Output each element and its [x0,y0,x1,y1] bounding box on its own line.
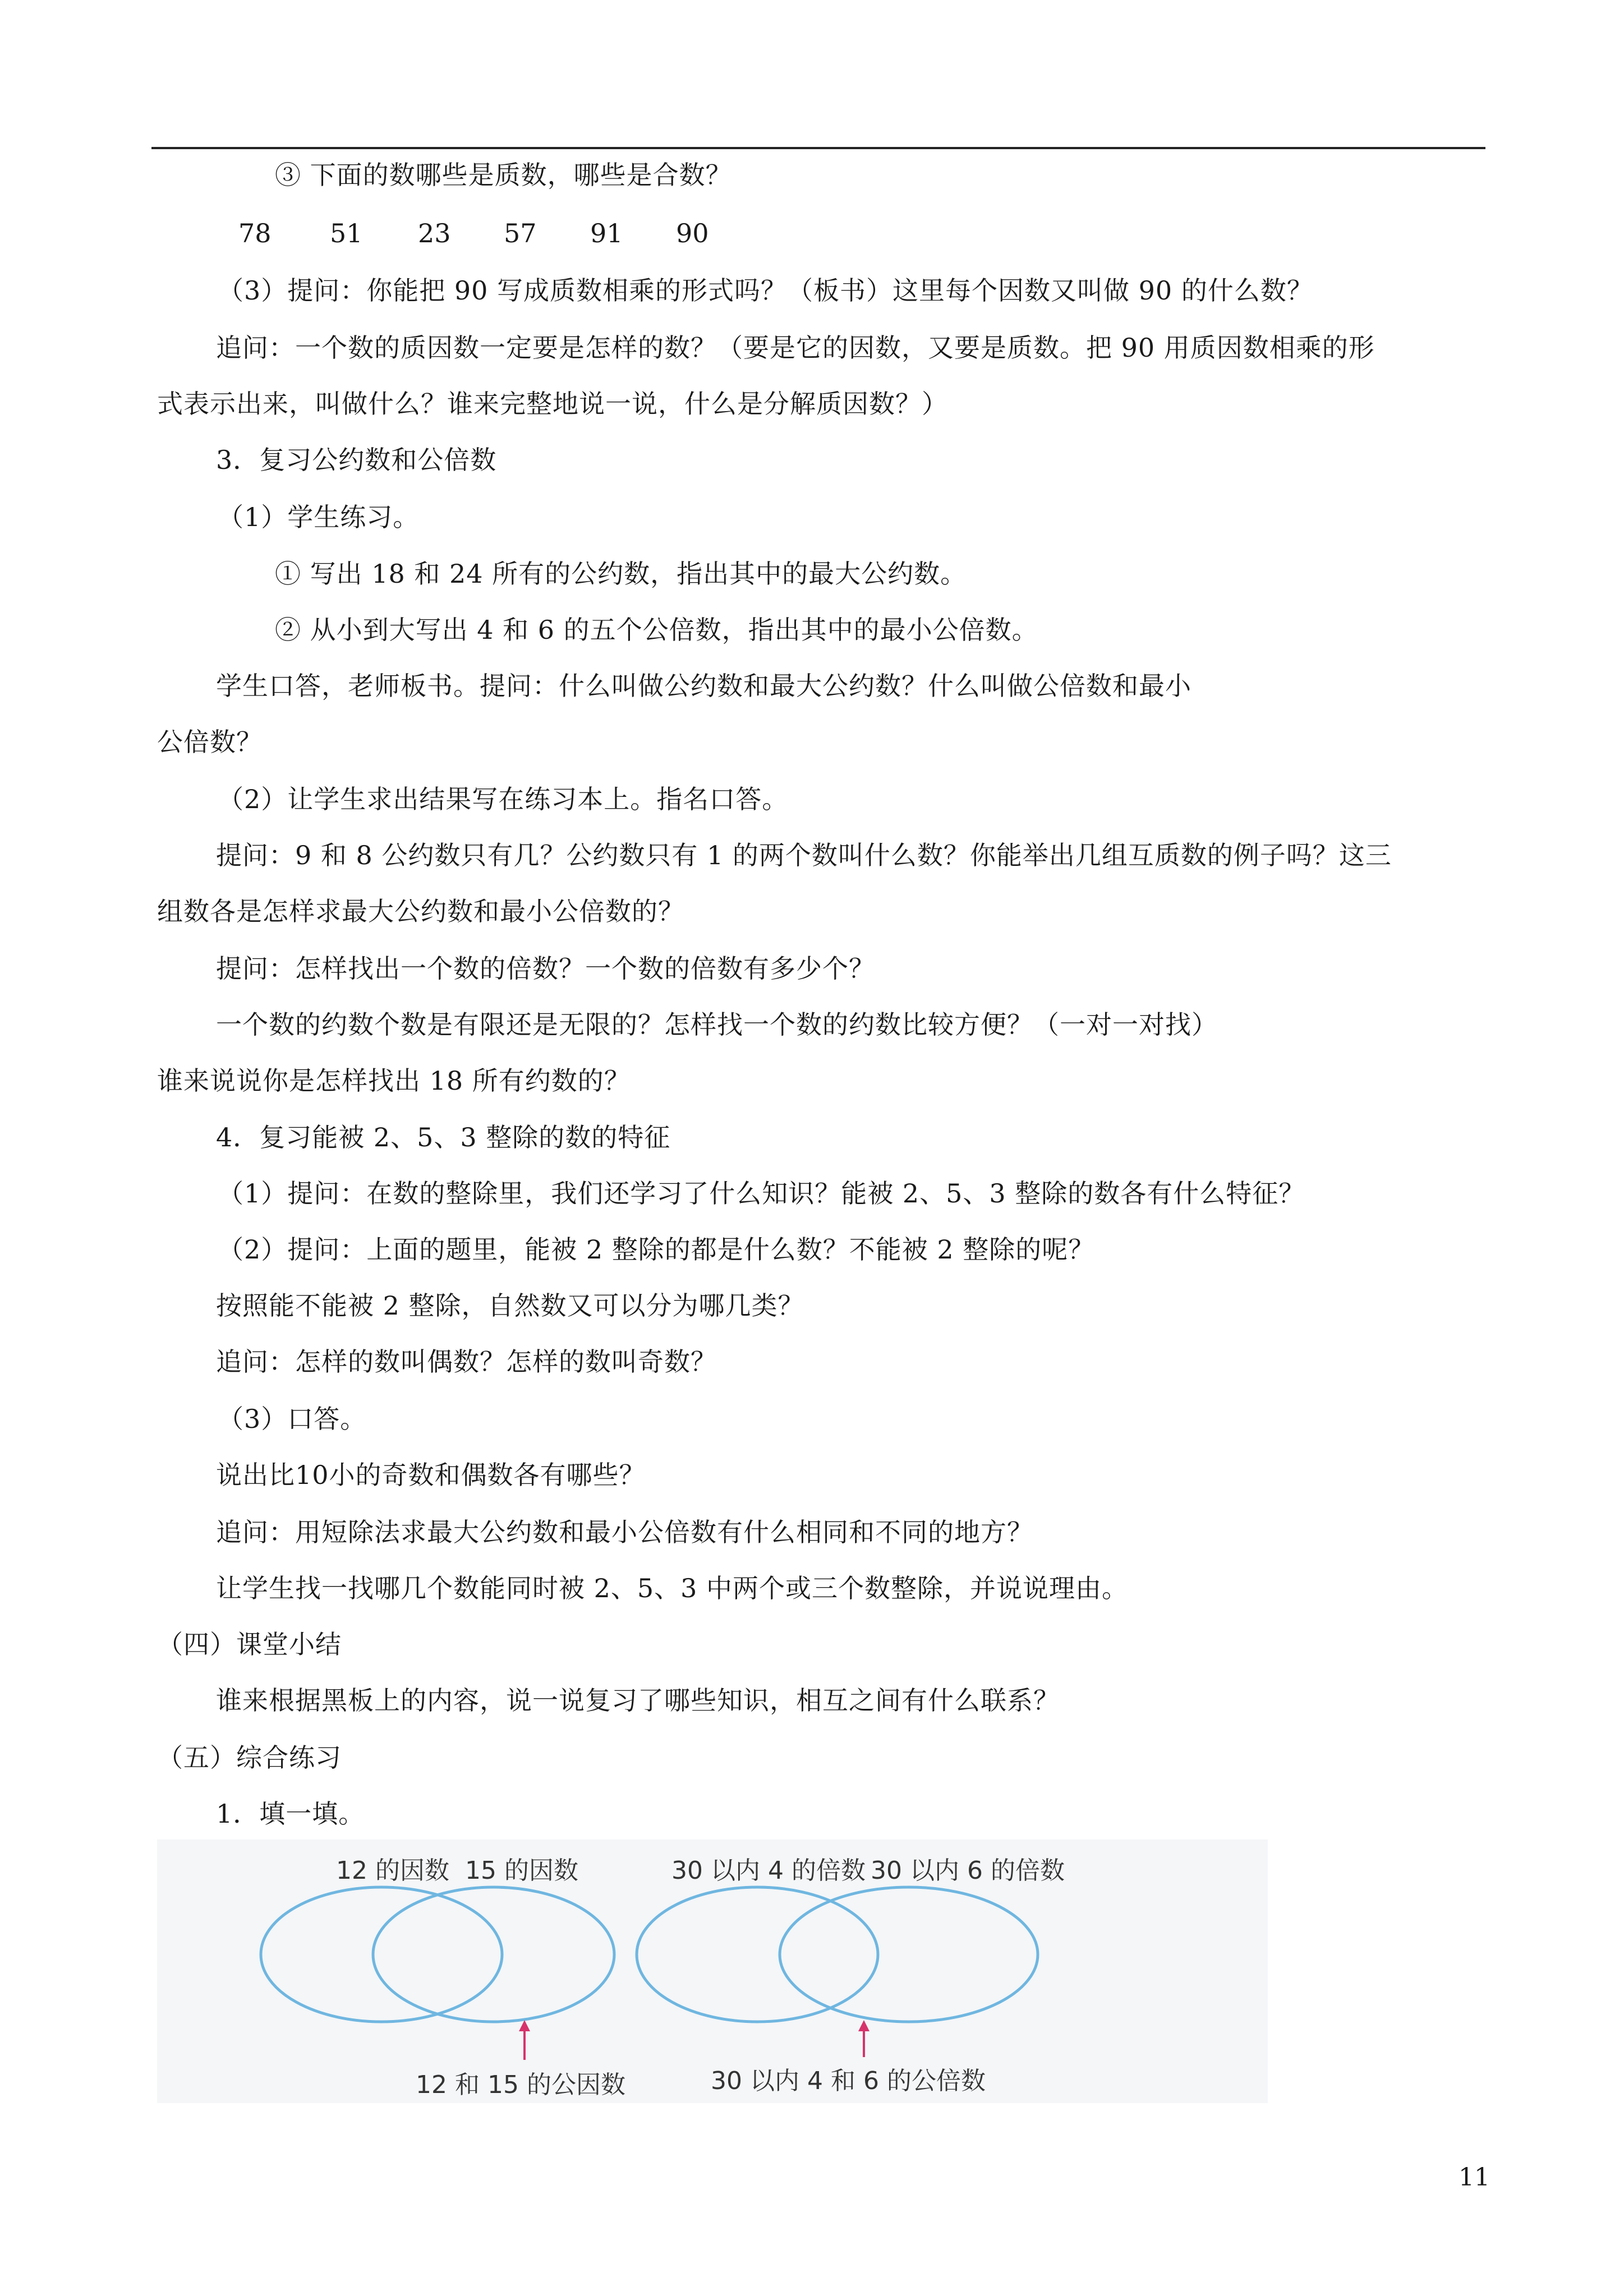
page-number: 11 [1459,2163,1490,2192]
text-line: （2）让学生求出结果写在练习本上。指名口答。 [218,784,789,814]
venn-ellipse [373,1887,614,2022]
text-line: ③ 下面的数哪些是质数，哪些是合数？ [275,160,732,190]
section-heading: 4．复习能被 2、5、3 整除的数的特征 [216,1122,671,1152]
text-line: 追问：一个数的质因数一定要是怎样的数？（要是它的因数，又要是质数。把 90 用质因数相乘的形 [216,333,1375,363]
text-line: （3）口答。 [218,1404,367,1434]
text-line: ② 从小到大写出 4 和 6 的五个公倍数，指出其中的最小公倍数。 [275,615,1038,645]
number-item: 78 [238,218,272,248]
number-item: 51 [330,218,363,248]
number-item: 91 [590,218,623,248]
text-line: 提问：怎样找出一个数的倍数？一个数的倍数有多少个？ [216,953,875,984]
text-line: 谁来说说你是怎样找出 18 所有约数的？ [157,1066,631,1096]
text-line: 组数各是怎样求最大公约数和最小公倍数的？ [157,896,684,926]
venn-label: 12 的因数 [336,1856,449,1885]
arrow-head [858,2020,869,2031]
text-line: 公倍数？ [157,727,263,757]
text-line: 式表示出来，叫做什么？谁来完整地说一说，什么是分解质因数？） [157,389,948,419]
venn-ellipse [780,1887,1038,2022]
text-line: 1．填一填。 [216,1799,365,1829]
arrow-head [519,2020,530,2031]
number-item: 23 [418,218,451,248]
section-heading: 3．复习公约数和公倍数 [216,445,497,475]
venn-diagrams [157,1839,1268,2103]
text-line: 追问：怎样的数叫偶数？怎样的数叫奇数？ [216,1347,717,1377]
text-line: （2）提问：上面的题里，能被 2 整除的都是什么数？不能被 2 整除的呢？ [218,1234,1095,1265]
text-line: 学生口答，老师板书。提问：什么叫做公约数和最大公约数？什么叫做公倍数和最小 [216,671,1191,701]
text-line: （1）提问：在数的整除里，我们还学习了什么知识？能被 2、5、3 整除的数各有什么特征？ [218,1178,1305,1209]
venn-label: 30 以内 4 的倍数 [671,1856,866,1885]
text-line: 一个数的约数个数是有限还是无限的？怎样找一个数的约数比较方便？（一对一对找） [216,1009,1218,1040]
text-line: ① 写出 18 和 24 所有的公约数，指出其中的最大公约数。 [275,559,967,589]
venn-label: 30 以内 6 的倍数 [871,1856,1065,1885]
venn-label: 15 的因数 [465,1856,578,1885]
venn-caption: 12 和 15 的公因数 [416,2071,625,2099]
text-line: 说出比10小的奇数和偶数各有哪些？ [216,1460,646,1490]
venn-ellipse [637,1887,878,2022]
text-line: 让学生找一找哪几个数能同时被 2、5、3 中两个或三个数整除，并说说理由。 [216,1573,1129,1603]
text-line: 追问：用短除法求最大公约数和最小公倍数有什么相同和不同的地方？ [216,1517,1033,1547]
number-item: 57 [504,218,537,248]
venn-caption: 30 以内 4 和 6 的公倍数 [711,2067,986,2095]
text-line: （3）提问：你能把 90 写成质数相乘的形式吗？（板书）这里每个因数又叫做 90 的什么数？ [218,275,1313,306]
number-item: 90 [676,218,709,248]
section-heading: （四）课堂小结 [157,1629,342,1659]
section-heading: （五）综合练习 [157,1742,342,1773]
text-line: 提问：9 和 8 公约数只有几？公约数只有 1 的两个数叫什么数？你能举出几组互质数的例子吗？这三 [216,840,1392,870]
venn-figure [157,1839,1268,2103]
venn-ellipse [261,1887,502,2022]
header-rule [151,147,1485,149]
text-line: 按照能不能被 2 整除，自然数又可以分为哪几类？ [216,1290,804,1321]
text-line: （1）学生练习。 [218,502,420,532]
text-line: 谁来根据黑板上的内容，说一说复习了哪些知识，相互之间有什么联系？ [216,1685,1060,1716]
